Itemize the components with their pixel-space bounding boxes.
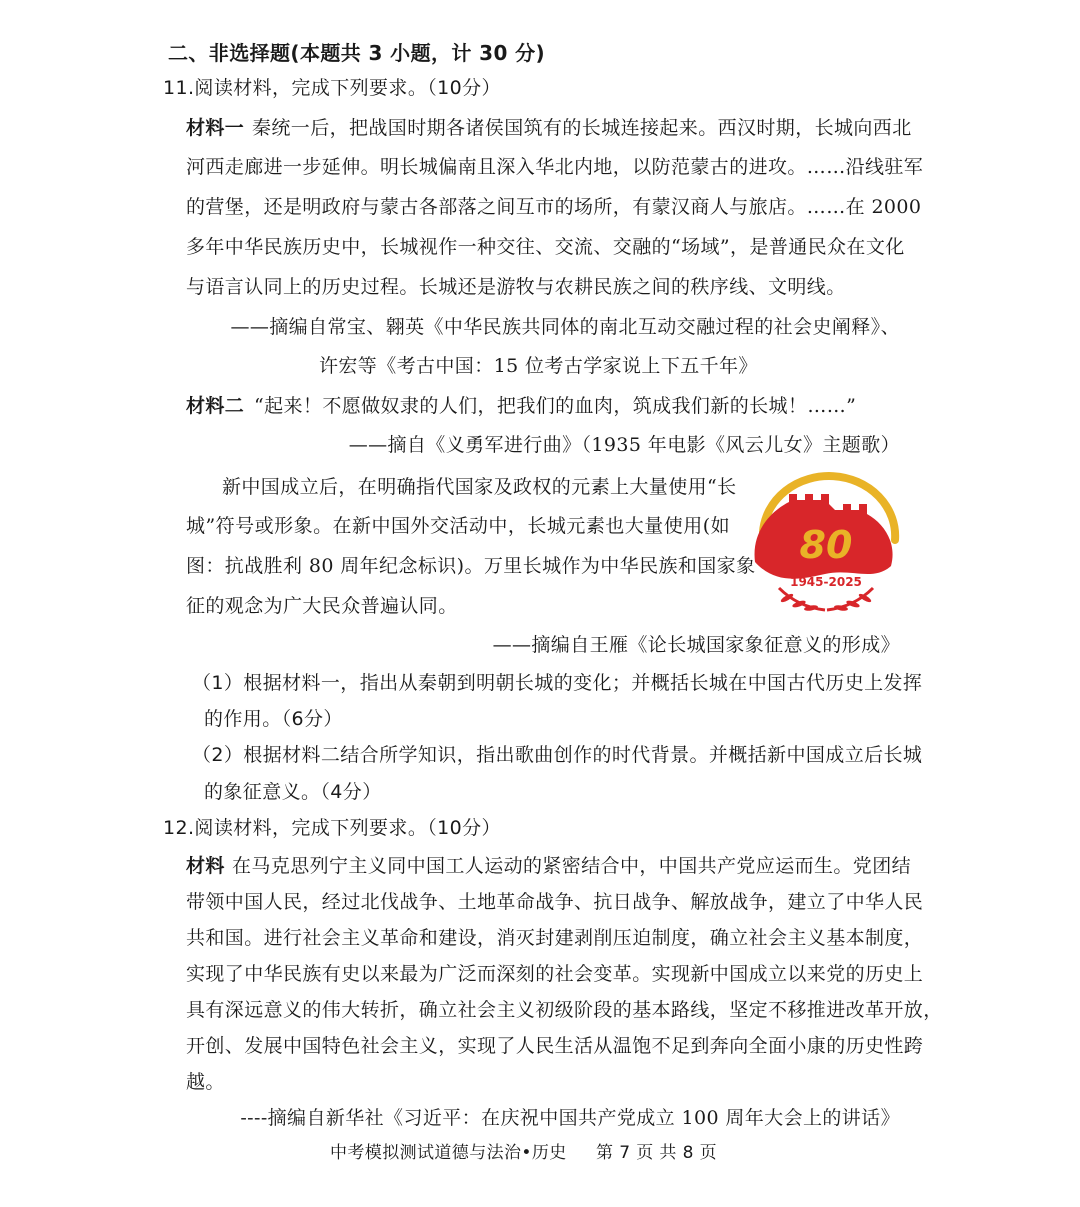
q12-material-line: 开创、发展中国特色社会主义，实现了人民生活从温饱不足到奔向全面小康的历史性跨	[186, 1035, 924, 1057]
q11-material2-line: 新中国成立后，在明确指代国家及政权的元素上大量使用“长	[222, 476, 737, 498]
q11-material1-label: 材料一	[186, 117, 245, 139]
q11-material2-line: 城”符号或形象。在新中国外交活动中，长城元素也大量使用(如	[186, 515, 730, 537]
q11-material2-line: 征的观念为广大民众普遍认同。	[186, 595, 458, 617]
q11-material1-line: 多年中华民族历史中，长城视作一种交往、交流、交融的“场域”，是普通民众在文化	[186, 236, 905, 258]
emblem-years: 1945-2025	[790, 575, 862, 589]
q11-subquestion-1: （1）根据材料一，指出从秦朝到明朝长城的变化；并概括长城在中国古代历史上发挥	[192, 672, 923, 694]
q11-material1-line: 秦统一后，把战国时期各诸侯国筑有的长城连接起来。西汉时期，长城向西北	[252, 117, 912, 139]
q11-material2-quote-source: ——摘自《义勇军进行曲》（1935 年电影《风云儿女》主题歌）	[348, 434, 900, 456]
q11-material2-source: ——摘编自王雁《论长城国家象征意义的形成》	[492, 634, 900, 656]
q11-subquestion-2: （2）根据材料二结合所学知识，指出歌曲创作的时代背景。并概括新中国成立后长城	[192, 744, 923, 766]
q11-material1-source: ——摘编自常宝、翱英《中华民族共同体的南北互动交融过程的社会史阐释》、	[230, 316, 900, 338]
q11-material2-label: 材料二	[186, 395, 245, 417]
q11-material1-line: 的营堡，还是明政府与蒙古各部落之间互市的场所，有蒙汉商人与旅店。……在 2000	[186, 196, 922, 218]
q12-title: 12.阅读材料，完成下列要求。（10分）	[163, 817, 501, 839]
q12-material-line: 具有深远意义的伟大转折，确立社会主义初级阶段的基本路线，坚定不移推进改革开放，	[186, 999, 943, 1021]
q11-material1-line: 与语言认同上的历史过程。长城还是游牧与农耕民族之间的秩序线、文明线。	[186, 276, 846, 298]
q12-material-source: ----摘编自新华社《习近平：在庆祝中国共产党成立 100 周年大会上的讲话》	[240, 1107, 900, 1129]
q11-subquestion-1-cont: 的作用。（6分）	[204, 708, 343, 730]
emblem-number: 80	[799, 523, 853, 567]
q12-material-label: 材料	[186, 855, 225, 877]
q12-material-line: 在马克思列宁主义同中国工人运动的紧密结合中，中国共产党应运而生。党团结	[232, 855, 912, 877]
q11-material2-quote: “起来！不愿做奴隶的人们，把我们的血肉，筑成我们新的长城！……”	[254, 395, 857, 417]
q12-material-line: 共和国。进行社会主义革命和建设，消灭封建剥削压迫制度，确立社会主义基本制度，	[186, 927, 924, 949]
q11-subquestion-2-cont: 的象征意义。（4分）	[204, 781, 382, 803]
q12-material-line: 越。	[186, 1071, 225, 1093]
q11-material1-line: 河西走廊进一步延伸。明长城偏南且深入华北内地，以防范蒙古的进攻。……沿线驻军	[186, 156, 924, 178]
q11-material2-line: 图：抗战胜利 80 周年纪念标识)。万里长城作为中华民族和国家象	[186, 555, 756, 577]
q12-material-line: 带领中国人民，经过北伐战争、土地革命战争、抗日战争、解放战争，建立了中华人民	[186, 891, 924, 913]
footer-page-number: 第 7 页 共 8 页	[596, 1143, 718, 1163]
q12-material-line: 实现了中华民族有史以来最为广泛而深刻的社会变革。实现新中国成立以来党的历史上	[186, 963, 924, 985]
section-heading: 二、非选择题(本题共 3 小题，计 30 分)	[168, 41, 546, 65]
q11-material1-source-cont: 许宏等《考古中国：15 位考古学家说上下五千年》	[319, 355, 758, 377]
q11-title: 11.阅读材料，完成下列要求。（10分）	[163, 77, 501, 99]
footer-subject: 中考模拟测试道德与法治•历史	[330, 1143, 567, 1163]
anniversary-emblem	[745, 470, 907, 620]
emblem-leaves	[780, 592, 873, 611]
